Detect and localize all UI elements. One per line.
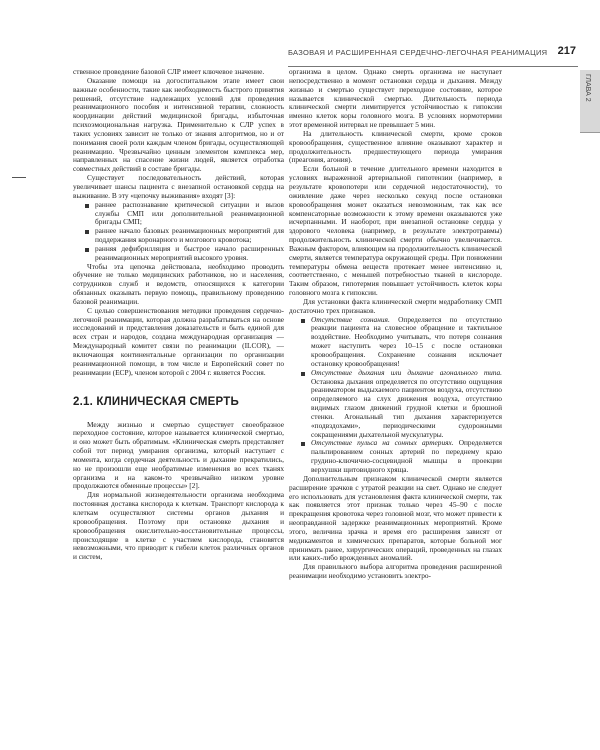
- left-column: [73, 68, 284, 562]
- paragraph: Между жизнью и смертью существует своеобразное переходное состояние, которое называется клинической смертью, и оно может быть обратимым. «Клиническая смерть представляет собой тот период умирания организма, который наступает с момента, когда сердечная деятельность и дыхание прекратились, но не произошли еще необратимые изменения во всех тканях организма и на каком-то чрезвычайно низком уровне продолжаются обменные процессы» [2].: [73, 419, 284, 491]
- list-item: раннее распознавание критической ситуации и вызов службы СМП или дополнительной реанимационной бригады СМП;: [73, 201, 284, 228]
- paragraph: Для нормальной жизнедеятельности организма необходима постоянная доставка кислорода к клеткам. Транспорт кислорода к клеткам осуществляют системы органов дыхания и кровообращения. Поэтому при остановке дыхания и кровообращения окислительно-восстановительные процессы, происходящие в клетке с участием кислорода, становятся невозможными, что приводит к гибели клеток различных органов и систем,: [73, 490, 284, 562]
- sign-term: Отсутствие дыхания или дыхание агонального типа.: [311, 367, 502, 377]
- paragraph: Чтобы эта цепочка действовала, необходимо проводить обучение не только медицинских работников, но и населения, сотрудников служб и ведомств, относящихся к категории обязанных оказывать первую помощь, правильному проведению базовой реанимации.: [73, 261, 284, 306]
- paragraph: Для установки факта клинической смерти медработнику СМП достаточно трех признаков.: [289, 296, 502, 315]
- list-item: раннее начало базовых реанимационных мероприятий для поддержания коронарного и мозгового кровотока;: [73, 227, 284, 245]
- sign-description: Остановка дыхания определяется по отсутствию ощущения реаниматором выдыхаемого пациентом воздуха, отсутствию определяемого на слух движения воздуха, отсутствию видимых глазом движений грудной клетки и брюшной стенки. Агональный тип дыхания характеризуется «подвздохами», периодическими судорожными сокращениями дыхательной мускулатуры.: [311, 376, 502, 439]
- side-divider: [580, 132, 600, 133]
- right-column: [289, 68, 502, 581]
- paragraph: Для правильного выбора алгоритма проведения расширенной реанимации необходимо установить электро-: [289, 562, 502, 581]
- list-item: ранняя дефибрилляция и быстрое начало расширенных реанимационных мероприятий высокого уровня.: [73, 245, 284, 263]
- page-number: 217: [557, 45, 576, 57]
- paragraph: Существует последовательность действий, которая увеличивает шансы пациента с внезапной остановкой сердца на выживание. В эту «цепочку выживания» входят [3]:: [73, 173, 284, 200]
- list-item: [289, 369, 502, 440]
- survival-chain-list: [73, 201, 284, 263]
- page-header: [288, 44, 578, 67]
- paragraph: организма в целом. Однако смерть организма не наступает непосредственно в момент остановки сердца и дыхания. Между жизнью и смертью существует переходное состояние, которое называется клинической смертью. Длительность периода клинической смерти лимитируется устойчивостью к гипоксии именно клеток коры головного мозга. В условиях нормотермии этот временной интервал не превышает 5 мин.: [289, 67, 502, 130]
- paragraph: На длительность клинической смерти, кроме сроков кровообращения, существенное влияние оказывают характер и продолжительность предшествующего периода умирания (преагония, агония).: [289, 128, 502, 165]
- sign-term: Отсутствие сознания.: [311, 314, 390, 324]
- margin-mark: [12, 177, 26, 178]
- paragraph: Оказание помощи на догоспитальном этапе имеет свои важные особенности, такие как необходимость быстрого принятия решений, отсутствие надлежащих условий для проведения реанимационного пособия и интенсивной терапии, сложность координации действий медицинской бригады, избыточная психоэмоциональная нагрузка. Применительно к СЛР успех в таких условиях зависит не только от знания алгоритмов, но и от понимания своей роли каждым членом бригады, осуществляющей реанимацию. Чрезвычайно ценным элементом комплекса мер, направленных на спасение жизни людей, является отработка совместных действий в составе бригады.: [73, 75, 284, 174]
- sign-description: Определяется пальпированием сонных артерий по переднему краю грудино-ключично-сосцевидной мышцы в проекции верхушки щитовидного хряща.: [311, 438, 503, 474]
- chapter-side-tab: [580, 70, 600, 132]
- sign-description: Определяется по отсутствию реакции пациента на словесное обращение и тактильное воздействие. Необходимо учитывать, что потеря сознания может наступить через 10–15 с после остановки кровообращения. Сохранение сознания исключает остановку кровообращения!: [311, 314, 502, 368]
- list-item: [289, 439, 502, 474]
- section-heading: 2.1. КЛИНИЧЕСКАЯ СМЕРТЬ: [73, 395, 239, 408]
- paragraph: ственное проведение базовой СЛР имеет ключевое значение.: [73, 67, 265, 76]
- list-item: [289, 316, 502, 369]
- paragraph: Если больной в течение длительного времени находится в условиях выраженной артериальной гипотензии (например, в результате кровопотери или сердечной недостаточности), то оживление даже через несколько секунд после остановки кровообращения может оказаться невозможным, так как все компенсаторные возможности к этому времени оказываются уже исчерпанными. И наоборот, при внезапной остановке сердца у здорового человека (например, в результате электротравмы) продолжительность клинической смерти обычно увеличивается. Важным фактором, влияющим на продолжительность клинической смерти, является температура окружающей среды. При понижении температуры обмена веществ протекает менее интенсивно и, соответственно, с меньшей потребностью тканей в кислороде. Таким образом, гипотермия повышает устойчивость клеток коры головного мозга к гипоксии.: [289, 164, 502, 298]
- clinical-death-signs-list: [289, 316, 502, 475]
- sign-term: Отсутствие пульса на сонных артериях.: [311, 438, 454, 448]
- paragraph: Дополнительным признаком клинической смерти является расширение зрачков с утратой реакции на свет. Однако не следует его использовать для установления факта клинической смерти, так как появляется этот признак только через 45–90 с после прекращения кровотока через головной мозг, что может привести к неоправданной задержке реанимационных мероприятий. Кроме этого, величина зрачка и время его расширения зависят от медикаментов и химических препаратов, которые больной мог принимать ранее, хирургических операций, проведенных на глазах или каких-либо врожденных аномалий.: [289, 473, 502, 563]
- running-header-title: БАЗОВАЯ И РАСШИРЕННАЯ СЕРДЕЧНО-ЛЕГОЧНАЯ РЕАНИМАЦИЯ: [288, 48, 548, 57]
- chapter-tab-label: ГЛАВА 2: [584, 74, 591, 102]
- paragraph: С целью совершенствования методики проведения сердечно-легочной реанимации, которая должна разрабатываться на основе исследований и представления доказательств и быть единой для всех стран и народов, создана международная организация — Международный комитет связи по реанимации (ILCOR), — включающая континентальные организации по организации реанимационной помощи, в том числе и Европейский совет по реанимации (ЕСР), членом которой с 2004 г. является Россия.: [73, 305, 284, 377]
